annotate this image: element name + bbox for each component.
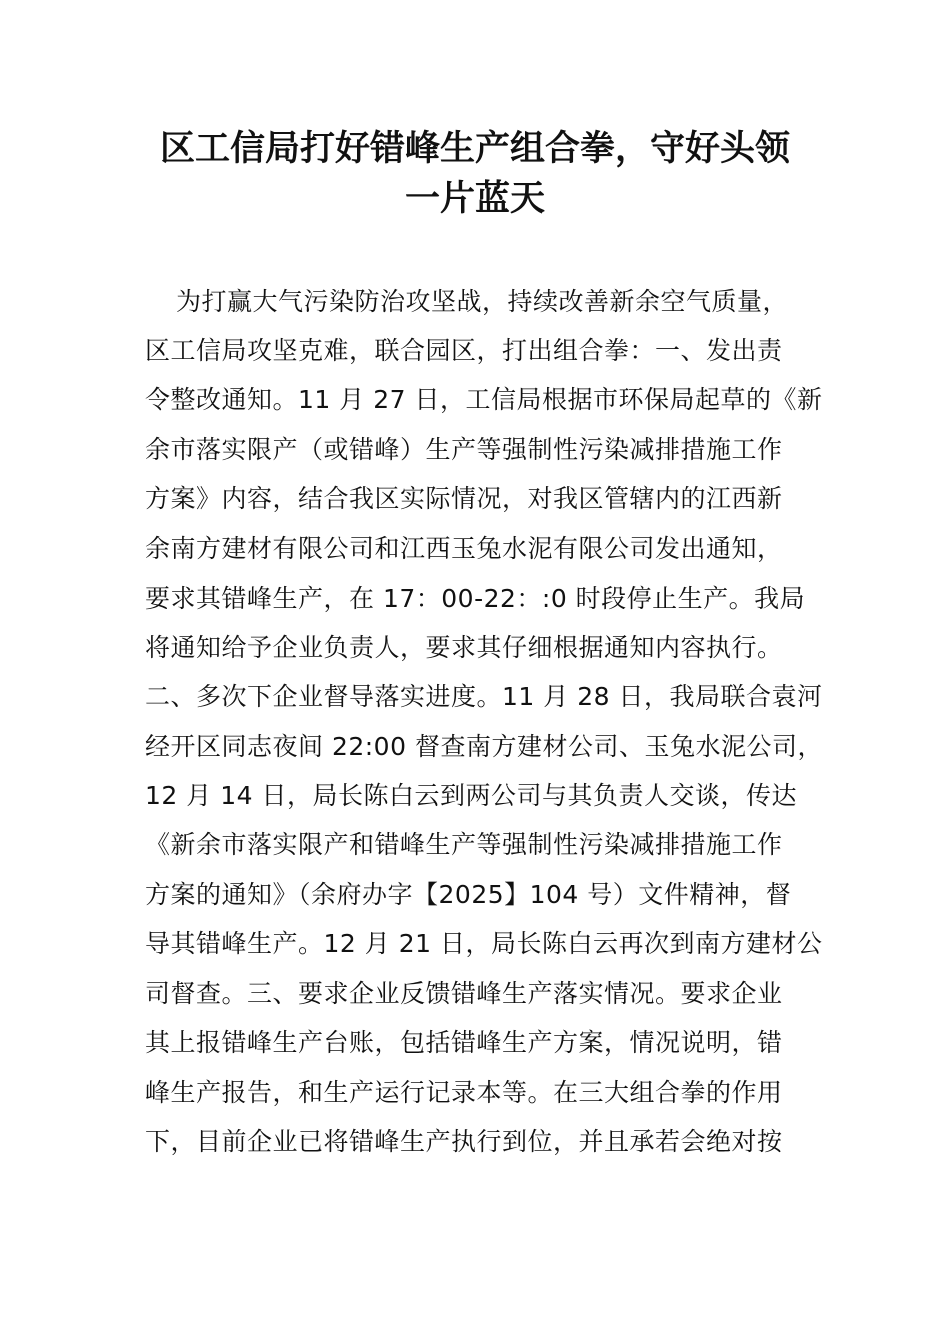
body-line-16: 其上报错峰生产台账，包括错峰生产方案，情况说明，错 (145, 1028, 783, 1057)
body-line-10: 经开区同志夜间 22:00 督查南方建材公司、玉兔水泥公司， (145, 732, 823, 761)
body-line-11: 12 月 14 日，局长陈白云到两公司与其负责人交谈，传达 (145, 781, 797, 810)
body-line-8: 将通知给予企业负责人，要求其仔细根据通知内容执行。 (145, 633, 783, 662)
body-line-7: 要求其错峰生产，在 17：00-22：:0 时段停止生产。我局 (145, 584, 806, 613)
body-line-4: 余市落实限产（或错峰）生产等强制性污染减排措施工作 (145, 435, 783, 464)
body-line-17: 峰生产报告，和生产运行记录本等。在三大组合拳的作用 (145, 1078, 783, 1107)
document-title-line-1: 区工信局打好错峰生产组合拳，守好头领 (159, 128, 790, 169)
body-line-12: 《新余市落实限产和错峰生产等强制性污染减排措施工作 (145, 830, 783, 859)
body-line-5: 方案》内容，结合我区实际情况，对我区管辖内的江西新 (145, 484, 783, 513)
body-line-2: 区工信局攻坚克难，联合园区，打出组合拳：一、发出责 (145, 336, 783, 365)
body-line-13: 方案的通知》（余府办字【2025】104 号）文件精神，督 (145, 880, 792, 909)
body-line-18: 下，目前企业已将错峰生产执行到位，并且承若会绝对按 (145, 1127, 783, 1156)
body-line-9: 二、多次下企业督导落实进度。11 月 28 日，我局联合袁河 (145, 682, 823, 711)
body-line-1: 为打赢大气污染防治攻坚战，持续改善新余空气质量， (176, 287, 789, 316)
body-line-3: 令整改通知。11 月 27 日，工信局根据市环保局起草的《新 (145, 385, 823, 414)
body-line-6: 余南方建材有限公司和江西玉兔水泥有限公司发出通知， (145, 534, 783, 563)
document-title-line-2: 一片蓝天 (404, 178, 545, 219)
body-line-14: 导其错峰生产。12 月 21 日，局长陈白云再次到南方建材公 (145, 929, 823, 958)
body-line-15: 司督查。三、要求企业反馈错峰生产落实情况。要求企业 (145, 979, 783, 1008)
